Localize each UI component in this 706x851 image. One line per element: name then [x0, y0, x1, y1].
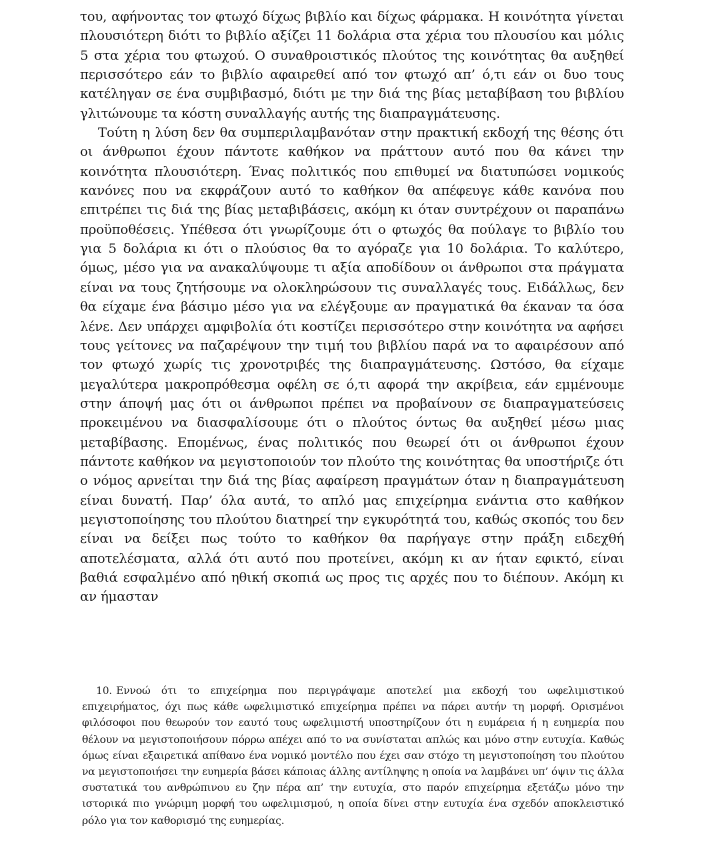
- footnote-number: 10.: [96, 685, 113, 697]
- main-text: [80, 8, 624, 608]
- footnote-text: Εννοώ ότι το επιχείρημα που περιγράψαμε αποτελεί μια εκδοχή του ωφελιμιστικού επιχειρήματος, όχι πως κάθε ωφελιμιστικό επιχείρημα πρέπει να πάρει αυτήν τη μορφή. Ορισμένοι φιλόσοφοι που θεωρούν τον εαυτό τους ωφελιμιστή υποστηρίζουν ότι η ευμάρεια ή η ευημερία που θέλουν να μεγιστοποιήσουν πόρρω απέχει από το να συνίσταται απλώς και μόνο στην ευτυχία. Καθώς όμως είναι εξαιρετικά απίθανο ένα νομικό μοντέλο που έχει σαν στόχο τη μεγιστοποίηση του πλούτου να μεγιστοποιήσει την ευημερία βάσει κάποιας άλλης αντίληψης η οποία να λαμβάνει υπ’ όψιν τις άλλα συστατικά του ανθρώπινου ευ ζην πέρα απ’ την ευτυχία, στο παρόν επιχείρημα εξετάζω μόνο την ιστορικά πιο γνώριμη μορφή του ωφελιμισμού, η οποία δίνει στην ευτυχία ένα σχεδόν αποκλειστικό ρόλο για τον καθορισμό της ευημερίας.: [82, 685, 624, 827]
- paragraph-main: Τούτη η λύση δεν θα συμπεριλαμβανόταν στην πρακτική εκδοχή της θέσης ότι οι άνθρωποι έχουν πάντοτε καθήκον να πράττουν αυτό που θα κάνει την κοινότητα πλουσιότερη. Ένας πολιτικός που επιθυμεί να διατυπώσει νομικούς κανόνες που να εκφράζουν αυτό το καθήκον θα απέφευγε κάθε κανόνα που επιτρέπει τις διά της βίας μεταβιβάσεις, ακόμη κι όταν συντρέχουν οι παραπάνω προϋποθέσεις. Υπέθεσα ότι γνωρίζουμε ότι ο φτωχός θα πούλαγε το βιβλίο του για 5 δολάρια κι ότι ο πλούσιος θα το αγόραζε για 10 δολάρια. Το καλύτερο, όμως, μέσο για να ανακαλύψουμε τι αξία αποδίδουν οι άνθρωποι στα πράγματα είναι να τους ζητήσουμε να ολοκληρώσουν τις συναλλαγές τους. Ειδάλλως, δεν θα είχαμε ένα βάσιμο μέσο για να ελέγξουμε αν πραγματικά θα έκαναν τα όσα λένε. Δεν υπάρχει αμφιβολία ότι κοστίζει περισσότερο στην κοινότητα να αφήσει τους γείτονες να παζαρέψουν την τιμή του βιβλίου παρά να το αφαιρέσουν από τον φτωχό χωρίς τις χρονοτριβές της διαπραγμάτευσης. Ωστόσο, θα είχαμε μεγαλύτερα μακροπρόθεσμα οφέλη σε ό,τι αφορά την ακρίβεια, εάν εμμένουμε στην άποψή μας ότι οι άνθρωποι πρέπει να προβαίνουν σε διαπραγματεύσεις προκειμένου να διασφαλίσουμε ότι ο πλούτος όντως θα αυξηθεί μέσω μιας μεταβίβασης. Επομένως, ένας πολιτικός που θεωρεί ότι οι άνθρωποι έχουν πάντοτε καθήκον να μεγιστοποιούν τον πλούτο της κοινότητας θα υποστήριζε ότι ο νόμος αρνείται την διά της βίας αφαίρεση πραγμάτων όταν η διαπραγμάτευση είναι δυνατή. Παρ’ όλα αυτά, το απλό μας επιχείρημα ενάντια στο καθήκον μεγιστοποίησης του πλούτου διατηρεί την εγκυρότητά του, καθώς σκοπός του δεν είναι να δείξει πως τούτο το καθήκον θα παρήγαγε στην πράξη ειδεχθή αποτελέσματα, αλλά ότι αυτό που προτείνει, ακόμη κι αν ήταν εφικτό, είναι βαθιά εσφαλμένο από ηθική σκοπιά ως προς τις αρχές που το διέπουν. Ακόμη κι αν ήμασταν: [80, 126, 624, 606]
- paragraph-continuation: του, αφήνοντας τον φτωχό δίχως βιβλίο και δίχως φάρμακα. Η κοινότητα γίνεται πλουσιότερη διότι το βιβλίο αξίζει 11 δολάρια στα χέρια του πλουσίου και μόλις 5 στα χέρια του φτωχού. Ο συναθροιστικός πλούτος της κοινότητας θα αυξηθεί περισσότερο εάν το βιβλίο αφαιρεθεί από τον φτωχό απ’ ό,τι εάν οι δυο τους κατέληγαν σε ένα συμβιβασμό, διότι με την διά της βίας μεταβίβαση του βιβλίου γλιτώνουμε τα κόστη συναλλαγής αυτής της διαπραγμάτευσης.: [80, 10, 624, 122]
- footnote: [82, 683, 624, 829]
